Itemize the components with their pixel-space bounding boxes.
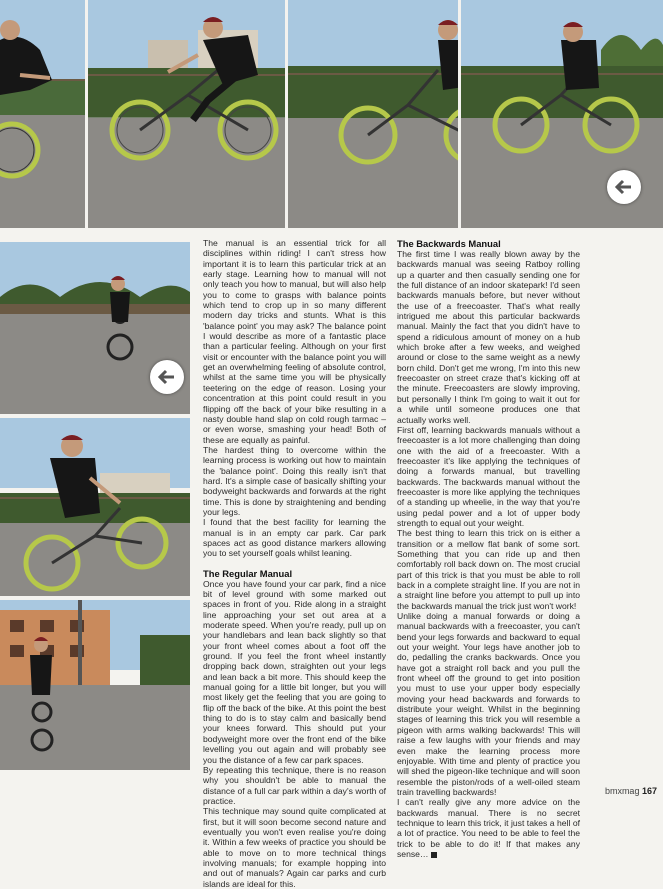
- intro-paragraph: The manual is an essential trick for all disciplines within riding! I can't stress how important it is to learn this particular trick at an early stage. Learning how to manual will not only teach you how to manual, but will also help you to come to grasps with balance points which tend to crop up in so many different modern day tricks and stunts. What is this 'balance point' you may ask? The balance point I would describe as more of a fantastic place than a particular feeling. Although on your first visit or encounter with the balance point you will get an overwhelming feeling of absolute control, whilst at the same time you will be physically teetering on the edge of reason. Losing your concentration at this point could result in you flipping off the back of your bike resulting in a nasty double hand slap on cold rough tarmac – or even worse, smashing your head! Both of these are equally as painful.: [203, 238, 386, 445]
- article-column-right: [397, 238, 580, 859]
- photo-sequence-frame-1: [0, 0, 85, 228]
- end-mark-icon: [431, 852, 437, 858]
- body-paragraph: First off, learning backwards manuals without a freecoaster is a lot more challenging than doing one with the aid of a freecoaster. With a freecoaster it's like applying the techniques of doing a forwards manual, but travelling backwards. The backwards manual without the freecoaster is more like applying the techniques of a standing up wheelie, in the way that you're using pedal power and a lot of upper body strength to equal out your weight.: [397, 424, 580, 528]
- body-paragraph: The hardest thing to overcome within the learning process is working out how to maintain the 'balance point'. Doing this really isn't that hard. It's a simple case of basically shifting your bodyweight backwards and forwards at the right time. This is done by straightening and bending your legs.: [203, 444, 386, 517]
- body-paragraph: This technique may sound quite complicated at first, but it will soon become second nature and eventually you won't even realise you're doing it. Within a few weeks of practice you should be able to move on to more technical things involving manuals; for example hopping into and out of manuals? Again car parks and curb islands are ideal for this.: [203, 806, 386, 889]
- closing-paragraph-text: I can't really give any more advice on the backwards manual. There is no secret technique to learn this trick, it just takes a hell of a lot of practice. You need to be able to feel the trick to be able to do it! If that makes any sense…: [397, 797, 580, 859]
- photo-side-frame-1: [0, 242, 190, 414]
- photo-side-frame-3: [0, 600, 190, 770]
- body-paragraph: Unlike doing a manual forwards or doing a manual backwards with a freecoaster, you can't bend your legs forwards and backward to equal out your weight. Your legs have another job to do, pedalling the cranks backwards. Once you have got a straight roll back and you pull the front wheel off the ground to get into position you must to use your upper body especially moving your head backwards and forwards to distribute your weight. Whilst in the beginning stages of learning this trick you will resemble a pigeon with arms walking backwards! This will raise a few laughs with your friends and may even make the learning process more enjoyable. With time and plenty of practice you will shed the pigeon-like technique and will soon resemble the piston/rods of a well-oiled steam train travelling backwards!: [397, 611, 580, 797]
- body-paragraph: I found that the best facility for learning the manual is in an empty car park. Car park spaces act as good distance markers allowing you to set yourself goals whilst leaning.: [203, 517, 386, 559]
- body-paragraph: By repeating this technique, there is no reason why you shouldn't be able to manual the distance of a full car park within a day's worth of practice.: [203, 764, 386, 806]
- section-heading-regular-manual: The Regular Manual: [203, 567, 293, 579]
- article-column-left: [203, 238, 386, 889]
- page-number: 167: [641, 786, 657, 796]
- page-footer: [605, 786, 657, 796]
- body-paragraph: [397, 797, 580, 859]
- photo-sequence-frame-3: [288, 0, 458, 228]
- photo-side-frame-2: [0, 418, 190, 596]
- photo-sequence-frame-2: [88, 0, 285, 228]
- body-paragraph: Once you have found your car park, find a nice bit of level ground with some marked out spaces in front of you. Ride along in a straight line approaching your set out area at a moderate speed. When you're ready, pull up on your handlebars and lean back slightly so that your front wheel comes about a foot off the ground. If you feel the front wheel instantly dropping back down, straighten out your legs and lean back a bit more. This should keep the manual going for a little bit longer, but you will most likely get the feeling that you are going to flip off the back of the bike. At this point the best thing to do is to stay calm and basically bend your knees forward. This should put your bodyweight more over the front end of the bike levelling you out again and will probably see you the distance of a few car park spaces.: [203, 578, 386, 765]
- magazine-name: bmxmag: [604, 786, 640, 796]
- photo-sequence-frame-4: [461, 0, 663, 228]
- body-paragraph: The first time I was really blown away by the backwards manual was seeing Ratboy rolling up a quarter and then casually sending one for the full distance of an indoor skatepark! I'd seen backwards manuals before, but never without the use of a freecoaster. That's what really intrigued me about this particular backwards manual. Mainly the fact that you didn't have to spend a ridiculous amount of money on a hub which broke after a few weeks, and weighed around or close to the same weight as a newly born child. Don't get me wrong, I'm into this new freecoaster on street craze that's kicking off at the minute. Freecoasters are slowly improving, but personally I think I'm going to wait it out for a while until someone produces one that actually works well.: [397, 249, 580, 425]
- sequence-arrow-icon: [607, 170, 641, 204]
- body-paragraph: The best thing to learn this trick on is either a transition or a mellow flat bank of some sort. Something that you can ride up and then comfortably roll back down on. The most crucial part of this trick is that you must be able to roll back in a complete straight line. If you are not in a straight line before you attempt to pull up into the backwards manual the trick just won't work!: [397, 528, 580, 611]
- sequence-arrow-icon: [150, 360, 184, 394]
- section-heading-backwards-manual: The Backwards Manual: [397, 238, 501, 249]
